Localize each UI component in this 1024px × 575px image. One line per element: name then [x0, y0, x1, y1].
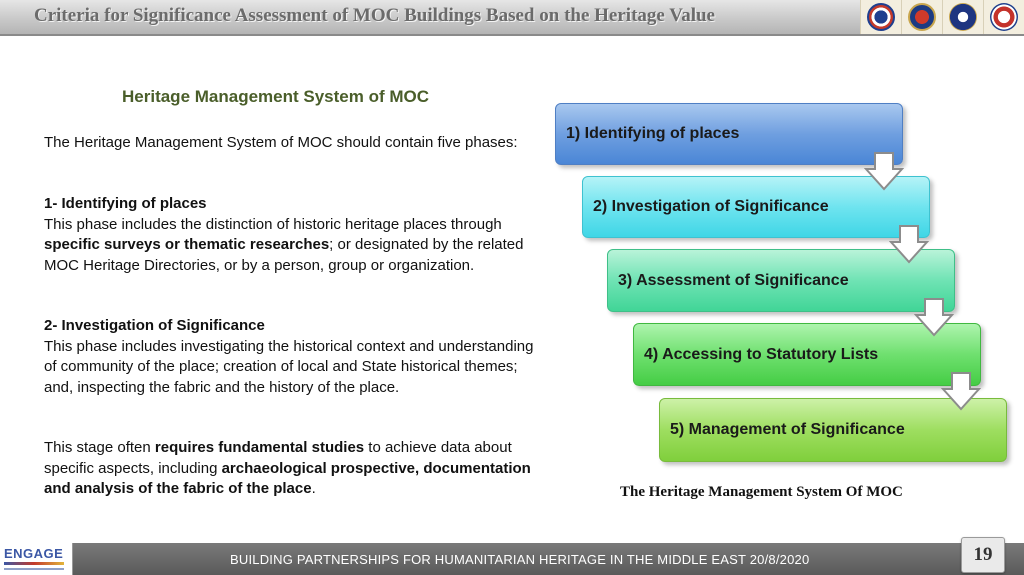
down-arrow-icon: [941, 371, 981, 411]
down-arrow-icon: [889, 224, 929, 264]
logo-stripe: [4, 562, 64, 565]
diagram-step-1: 1) Identifying of places: [555, 103, 903, 165]
down-arrow-icon: [864, 151, 904, 191]
section-title: Heritage Management System of MOC: [122, 87, 430, 106]
phase-two-text: This phase includes investigating the historical context and understanding of community of the place; creation of local and State historical themes; and, inspecting the fabric and the history of the place.: [44, 337, 534, 396]
diagram-step-5: 5) Management of Significance: [659, 398, 1007, 462]
institution-logo-2: [901, 0, 942, 34]
stage-paragraph: This stage often requires fundamental studies to achieve data about specific aspects, including archaeological prospective, documentation and analysis of the fabric of the place.: [44, 439, 531, 497]
down-arrow-icon: [914, 297, 954, 337]
diagram-step-3: 3) Assessment of Significance: [607, 249, 955, 312]
engage-logo-text: ENGAGE: [4, 546, 64, 561]
institution-logo-4: [983, 0, 1024, 34]
footer-text: BUILDING PARTNERSHIPS FOR HUMANITARIAN HERITAGE IN THE MIDDLE EAST 20/8/2020: [230, 552, 810, 567]
logo-stripe: [4, 568, 64, 570]
diagram-step-4: 4) Accessing to Statutory Lists: [633, 323, 981, 386]
slide-title: Criteria for Significance Assessment of MOC Buildings Based on the Heritage Value: [34, 5, 715, 26]
emblem-icon: [949, 3, 977, 31]
institution-logo-1: [860, 0, 901, 34]
phase-one-text: This phase includes the distinction of historic heritage places through specific surveys or thematic researches; or designated by the related MOC Heritage Directories, or by a person, group or organization.: [44, 215, 524, 274]
phase-one-heading: 1- Identifying of places: [44, 195, 207, 212]
emblem-icon: [990, 3, 1018, 31]
page-number: 19: [961, 537, 1005, 573]
intro-paragraph: The Heritage Management System of MOC should contain five phases:: [44, 134, 518, 151]
phase-two-heading: 2- Investigation of Significance: [44, 317, 265, 334]
institution-logo-3: [942, 0, 983, 34]
logo-strip: [860, 0, 1024, 34]
phase-one-paragraph: [44, 194, 544, 276]
header-bar: [0, 0, 1024, 36]
emblem-icon: [867, 3, 895, 31]
engage-logo: [0, 543, 73, 575]
footer-bar: [0, 543, 1024, 575]
emblem-icon: [908, 3, 936, 31]
diagram-step-2: 2) Investigation of Significance: [582, 176, 930, 238]
phase-two-paragraph: [44, 316, 544, 398]
diagram-caption: The Heritage Management System Of MOC: [620, 484, 903, 500]
